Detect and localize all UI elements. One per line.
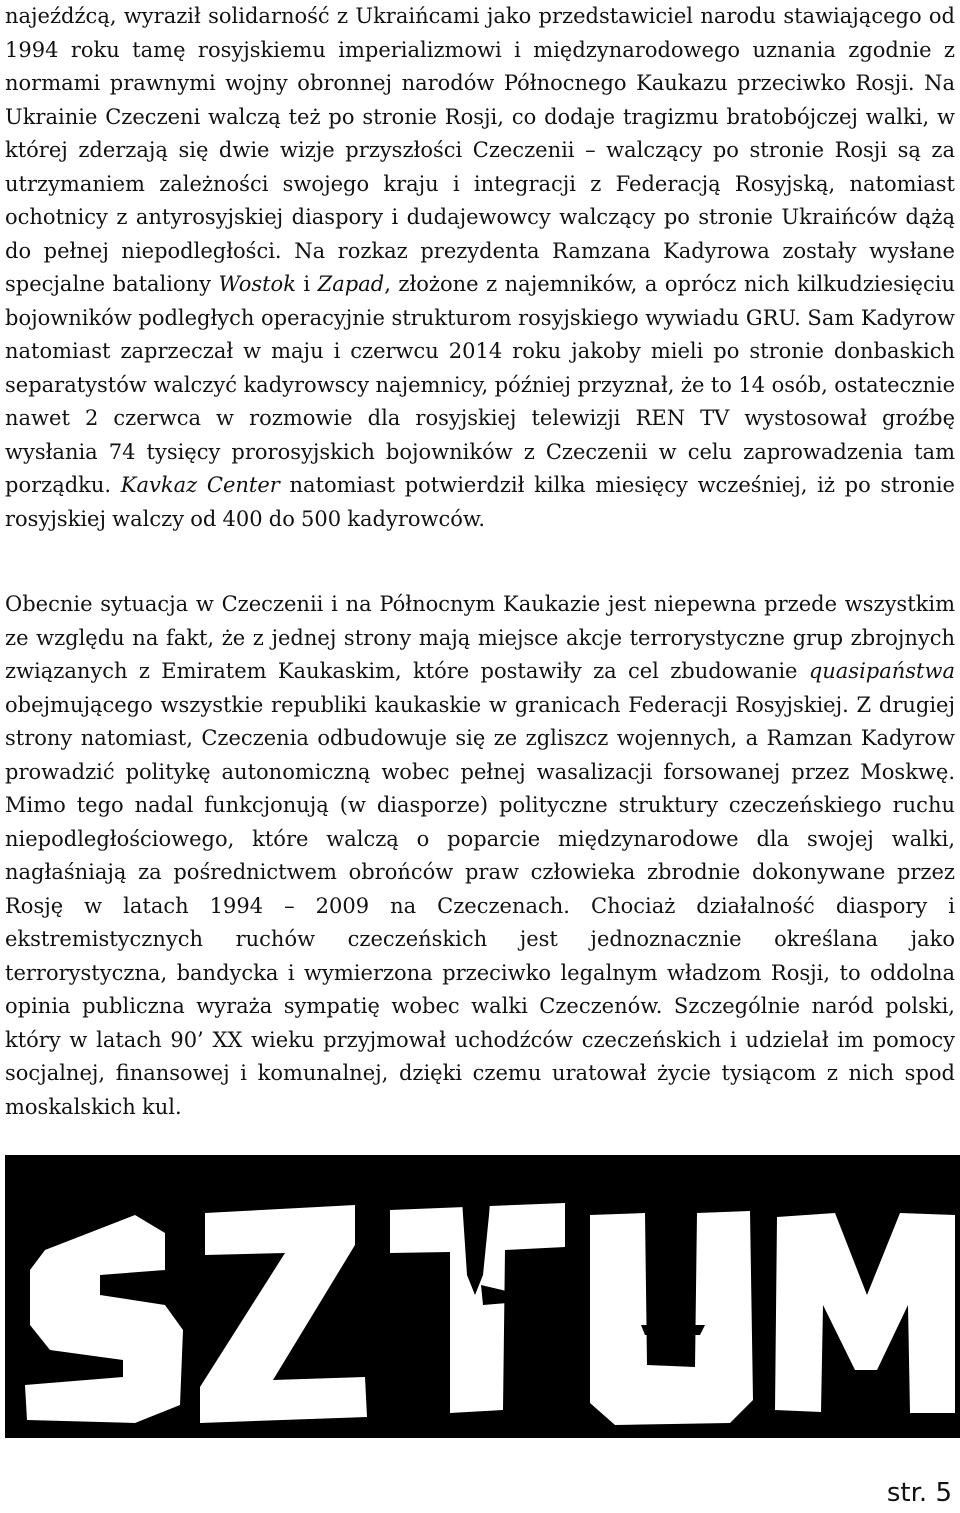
text-run: obejmującego wszystkie republiki kaukaskie w granicach Federacji Rosyjskiej. Z drugiej strony natomiast, Czeczenia odbudowuje się ze zgliszcz wojennych, a Ramzan Kadyrow prowadzić politykę autonomiczną wobec pełnej wasalizacji forsowanej przez Moskwę. Mimo tego nadal funkcjonują (w diasporze) polityczne struktury czeczeńskiego ruchu niepodległościowego, które walczą o poparcie międzynarodowe dla swojej walki, nagłaśniają za pośrednictwem obrońców praw człowieka zbrodnie dokonywane przez Rosję w latach 1994 – 2009 na Czeczenach. Chociaż działalność diaspory i ekstremistycznych ruchów czeczeńskich jest jednoznacznie określana jako terrorystyczna, bandycka i wymierzona przeciwko legalnym władzom Rosji, to oddolna opinia publiczna wyraża sympatię wobec walki Czeczenów. Szczególnie naród polski, który w latach 90’ XX wieku przyjmował uchodźców czeczeńskich i udzielał im pomocy socjalnej, finansowej i komunalnej, dzięki czemu uratował życie tysiącom z nich spod moskalskich kul. xyxy=(5,692,955,1119)
sztrum-logo xyxy=(5,1155,960,1438)
text-run: , złożone z najemników, a oprócz nich kilkudziesięciu bojowników podległych operacyjnie strukturom rosyjskiego wywiadu GRU. Sam Kadyrow natomiast zaprzeczał w maju i czerwcu 2014 roku jakoby mieli po stronie donbaskich separatystów walczyć kadyrowscy najemnicy, później przyznał, że to 14 osób, ostatecznie nawet 2 czerwca w rozmowie dla rosyjskiej telewizji REN TV wystosował groźbę wysłania 74 tysięcy prorosyjskich bojowników z Czeczenii w celu zaprowadzenia tam porządku. xyxy=(5,272,955,497)
paragraph-1 xyxy=(5,0,955,536)
italic-run: quasipaństwa xyxy=(808,659,955,683)
paragraph-2 xyxy=(5,588,955,1124)
page-number: str. 5 xyxy=(886,1478,952,1508)
sztrum-banner-image xyxy=(5,1155,960,1438)
italic-run: Wostok xyxy=(218,272,296,296)
text-run: i xyxy=(295,272,318,296)
italic-run: Zapad xyxy=(317,272,385,296)
italic-run: Kavkaz Center xyxy=(120,473,280,497)
text-run: najeźdźcą, wyraził solidarność z Ukraińcami jako przedstawiciel narodu stawiającego od 1994 roku tamę rosyjskiemu imperializmowi i międzynarodowego uznania zgodnie z normami prawnymi wojny obronnej narodów Północnego Kaukazu przeciwko Rosji. Na Ukrainie Czeczeni walczą też po stronie Rosji, co dodaje tragizmu bratobójczej walki, w której zderzają się dwie wizje przyszłości Czeczenii – walczący po stronie Rosji są za utrzymaniem zależności swojego kraju i integracji z Federacją Rosyjską, natomiast ochotnicy z antyrosyjskiej diaspory i dudajewowcy walczący po stronie Ukraińców dążą do pełnej niepodległości. Na rozkaz prezydenta Ramzana Kadyrowa zostały wysłane specjalne bataliony xyxy=(5,4,955,296)
text-run: natomiast potwierdził kilka miesięcy wcześniej, iż po stronie rosyjskiej walczy od 400 do 500 kadyrowców. xyxy=(5,473,955,531)
text-run: Obecnie sytuacja w Czeczenii i na Północnym Kaukazie jest niepewna przede wszystkim ze względu na fakt, że z jednej strony mają miejsce akcje terrorystyczne grup zbrojnych związanych z Emiratem Kaukaskim, które postawiły za cel zbudowanie xyxy=(5,592,955,683)
